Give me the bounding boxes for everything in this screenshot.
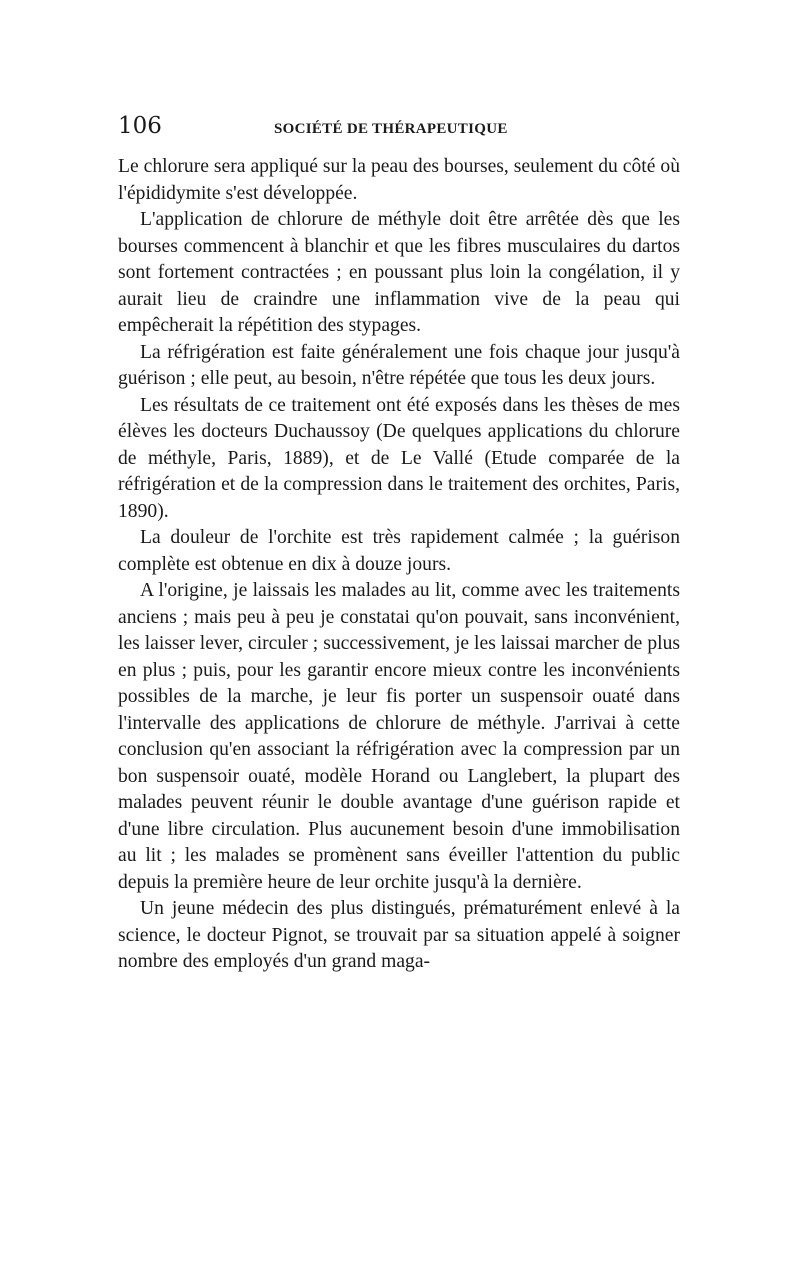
paragraph: La réfrigération est faite généralement une fois chaque jour jusqu'à guérison ; elle peut, au besoin, n'être répétée que tous les deux jours. [118,341,680,389]
paragraph: Les résultats de ce traitement ont été exposés dans les thèses de mes élèves les docteurs Duchaussoy (De quelques applications du chlorure de méthyle, Paris, 1889), et de Le Vallé (Etude comparée de la réfrigération et de la compression dans le traitement des orchites, Paris, 1890). [118,394,680,522]
page-number: 106 [118,113,162,139]
running-title: SOCIÉTÉ DE THÉRAPEUTIQUE [274,121,508,137]
running-head [118,112,680,144]
paragraph: Un jeune médecin des plus distingués, prématurément enlevé à la science, le docteur Pignot, se trouvait par sa situation appelé à soigner nombre des employés d'un grand maga- [118,898,680,972]
body-text [118,154,680,976]
paragraph: A l'origine, je laissais les malades au lit, comme avec les traitements anciens ; mais peu à peu je constatai qu'on pouvait, sans inconvénient, les laisser lever, circuler ; successivement, je les laissai marcher de plus en plus ; puis, pour les garantir encore mieux contre les inconvénients possibles de la marche, je leur fis porter un suspensoir ouaté dans l'intervalle des applications de chlorure de méthyle. J'arrivai à cette conclusion qu'en associant la réfrigération avec la compression par un bon suspensoir ouaté, modèle Horand ou Langlebert, la plupart des malades peuvent réunir le double avantage d'une guérison rapide et d'une libre circulation. Plus aucunement besoin d'une immobilisation au lit ; les malades se promènent sans éveiller l'attention du public depuis la première heure de leur orchite jusqu'à la dernière. [118,580,680,893]
paragraph: Le chlorure sera appliqué sur la peau des bourses, seulement du côté où l'épididymite s'est développée. [118,156,680,204]
paragraph: La douleur de l'orchite est très rapidement calmée ; la guérison complète est obtenue en dix à douze jours. [118,527,680,575]
paragraph: L'application de chlorure de méthyle doit être arrêtée dès que les bourses commencent à blanchir et que les fibres musculaires du dartos sont fortement contractées ; en poussant plus loin la congélation, il y aurait lieu de craindre une inflammation vive de la peau qui empêcherait la répétition des stypages. [118,209,680,336]
